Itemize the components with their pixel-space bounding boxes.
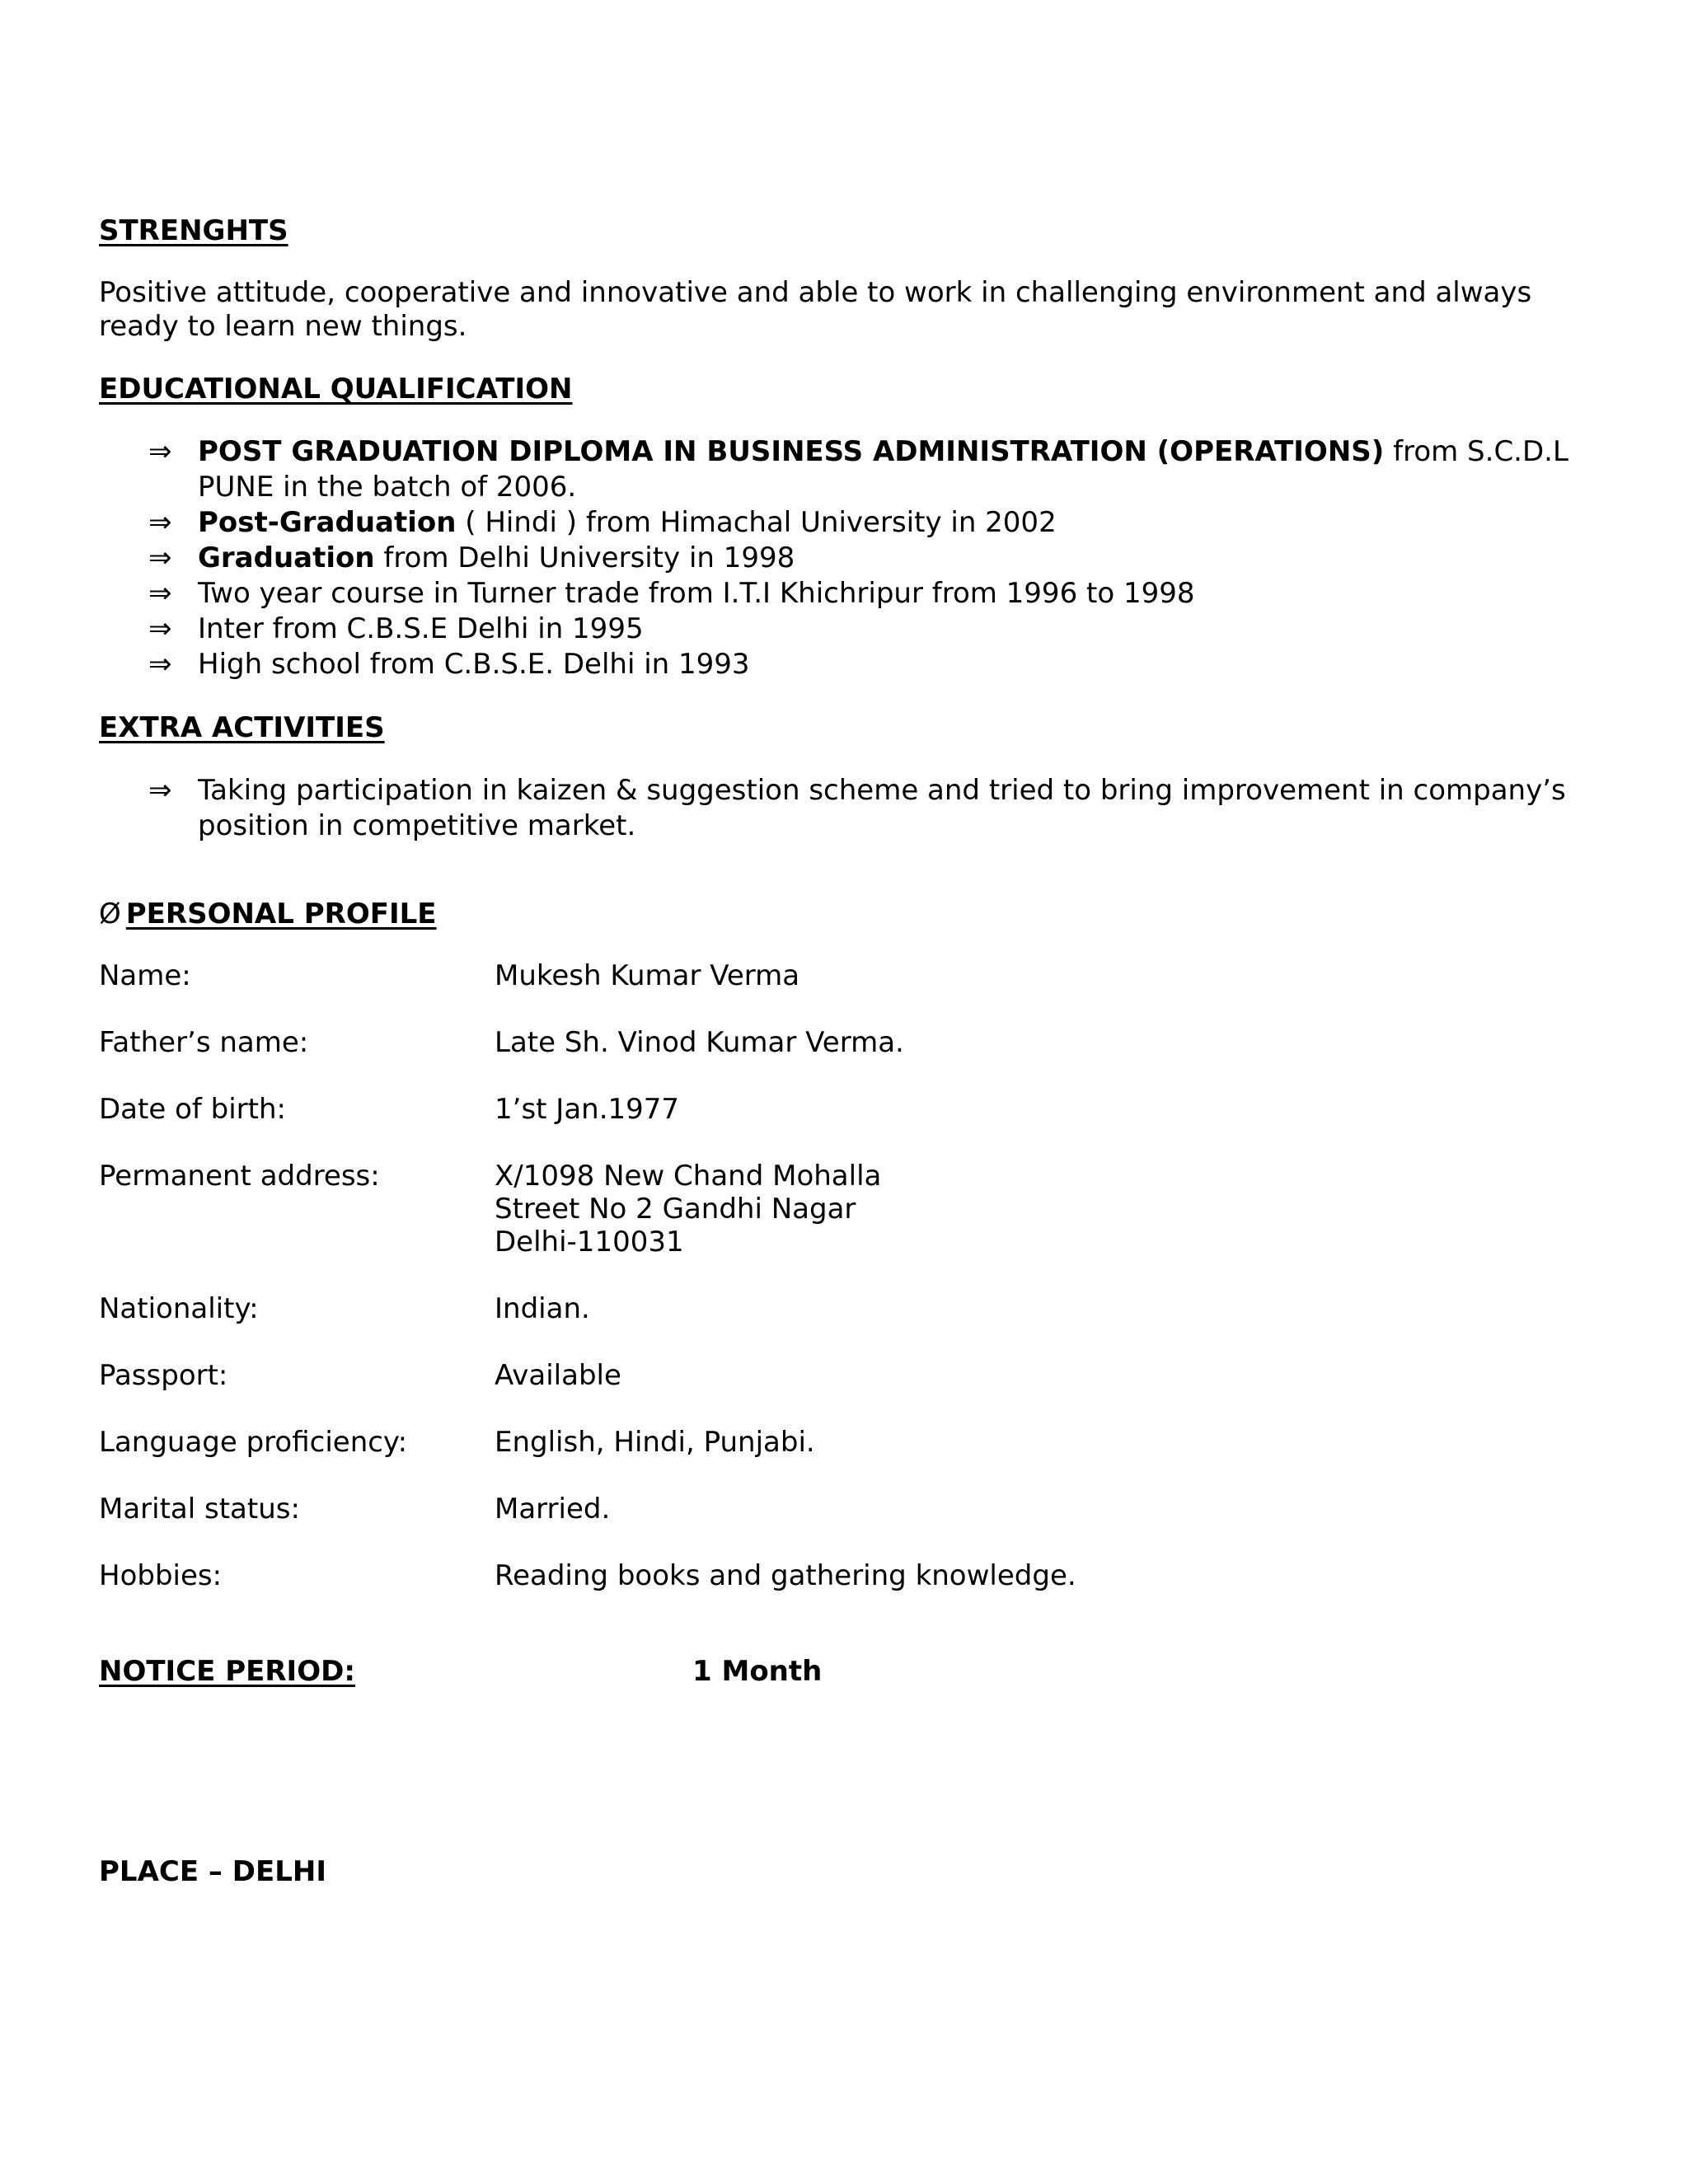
- address-line: Delhi-110031: [495, 1226, 684, 1258]
- education-item-text: Two year course in Turner trade from I.T.I Khichripur from 1996 to 1998: [198, 577, 1195, 610]
- profile-row-dob: [99, 1093, 1582, 1126]
- education-item-bold: POST GRADUATION DIPLOMA IN BUSINESS ADMINISTRATION (OPERATIONS): [198, 435, 1385, 468]
- list-item: [99, 505, 1582, 541]
- notice-period: [99, 1651, 1582, 1692]
- extra-activity-text: Taking participation in kaizen & suggestion scheme and tried to bring improvement in company’s position in competitive market.: [198, 774, 1566, 842]
- profile-label: Marital status:: [99, 1493, 300, 1526]
- arrow-icon: ⇒: [148, 435, 172, 468]
- extra-activities-list: [99, 773, 1582, 844]
- profile-row-marital: [99, 1493, 1582, 1526]
- profile-label: Passport:: [99, 1359, 228, 1392]
- profile-label: Hobbies:: [99, 1559, 223, 1592]
- profile-row-language: [99, 1426, 1582, 1459]
- list-item: [99, 541, 1582, 576]
- bullet-mark-icon: Ø: [99, 898, 121, 930]
- profile-row-hobbies: [99, 1559, 1582, 1592]
- arrow-icon: ⇒: [148, 541, 172, 574]
- profile-row-passport: [99, 1359, 1582, 1392]
- profile-label: Nationality:: [99, 1292, 259, 1325]
- list-item: [99, 434, 1582, 505]
- education-item-text: from S.C.D.L PUNE in the batch of 2006.: [198, 435, 1568, 504]
- profile-value: 1’st Jan.1977: [495, 1093, 680, 1126]
- profile-label: Permanent address:: [99, 1160, 380, 1193]
- education-heading: EDUCATIONAL QUALIFICATION: [99, 373, 573, 405]
- profile-value: Available: [495, 1359, 621, 1392]
- profile-value: [495, 1160, 1582, 1258]
- profile-label: Language proficiency:: [99, 1426, 408, 1459]
- education-item-bold: Graduation: [198, 541, 375, 574]
- arrow-icon: ⇒: [148, 612, 172, 645]
- education-item-text: Inter from C.B.S.E Delhi in 1995: [198, 612, 644, 645]
- profile-label: Father’s name:: [99, 1026, 309, 1059]
- profile-row-address: [99, 1160, 1582, 1258]
- list-item: [99, 647, 1582, 682]
- profile-value: Mukesh Kumar Verma: [495, 959, 800, 992]
- address-line: X/1098 New Chand Mohalla: [495, 1160, 882, 1193]
- arrow-icon: ⇒: [148, 774, 172, 807]
- education-item-bold: Post-Graduation: [198, 506, 457, 539]
- personal-profile-title: PERSONAL PROFILE: [125, 898, 437, 930]
- place-text: PLACE – DELHI: [99, 1855, 326, 1888]
- notice-period-value: 1 Month: [692, 1655, 823, 1688]
- profile-row-father: [99, 1026, 1582, 1059]
- strengths-heading: STRENGHTS: [99, 214, 288, 247]
- extra-activities-heading: EXTRA ACTIVITIES: [99, 711, 385, 744]
- list-item: [99, 576, 1582, 612]
- profile-value: Married.: [495, 1493, 611, 1526]
- profile-row-nationality: [99, 1292, 1582, 1325]
- profile-value: English, Hindi, Punjabi.: [495, 1426, 815, 1459]
- education-item-text: from Delhi University in 1998: [374, 541, 795, 574]
- profile-label: Date of birth:: [99, 1093, 286, 1126]
- profile-value: Late Sh. Vinod Kumar Verma.: [495, 1026, 904, 1059]
- personal-profile-heading: [99, 893, 1582, 935]
- arrow-icon: ⇒: [148, 506, 172, 539]
- strengths-text: Positive attitude, cooperative and innovative and able to work in challenging environment and always ready to learn new things.: [99, 276, 1532, 343]
- list-item: [99, 612, 1582, 647]
- profile-row-name: [99, 959, 1582, 992]
- address-line: Street No 2 Gandhi Nagar: [495, 1193, 856, 1226]
- education-item-text: High school from C.B.S.E. Delhi in 1993: [198, 648, 750, 681]
- profile-label: Name:: [99, 959, 191, 992]
- education-list: [99, 434, 1582, 682]
- arrow-icon: ⇒: [148, 577, 172, 610]
- arrow-icon: ⇒: [148, 648, 172, 681]
- profile-value: Reading books and gathering knowledge.: [495, 1559, 1076, 1592]
- profile-value: Indian.: [495, 1292, 590, 1325]
- resume-page: [99, 210, 1582, 1892]
- notice-period-label: NOTICE PERIOD:: [99, 1655, 355, 1688]
- education-item-text: ( Hindi ) from Himachal University in 2002: [456, 506, 1057, 539]
- list-item: [99, 773, 1582, 844]
